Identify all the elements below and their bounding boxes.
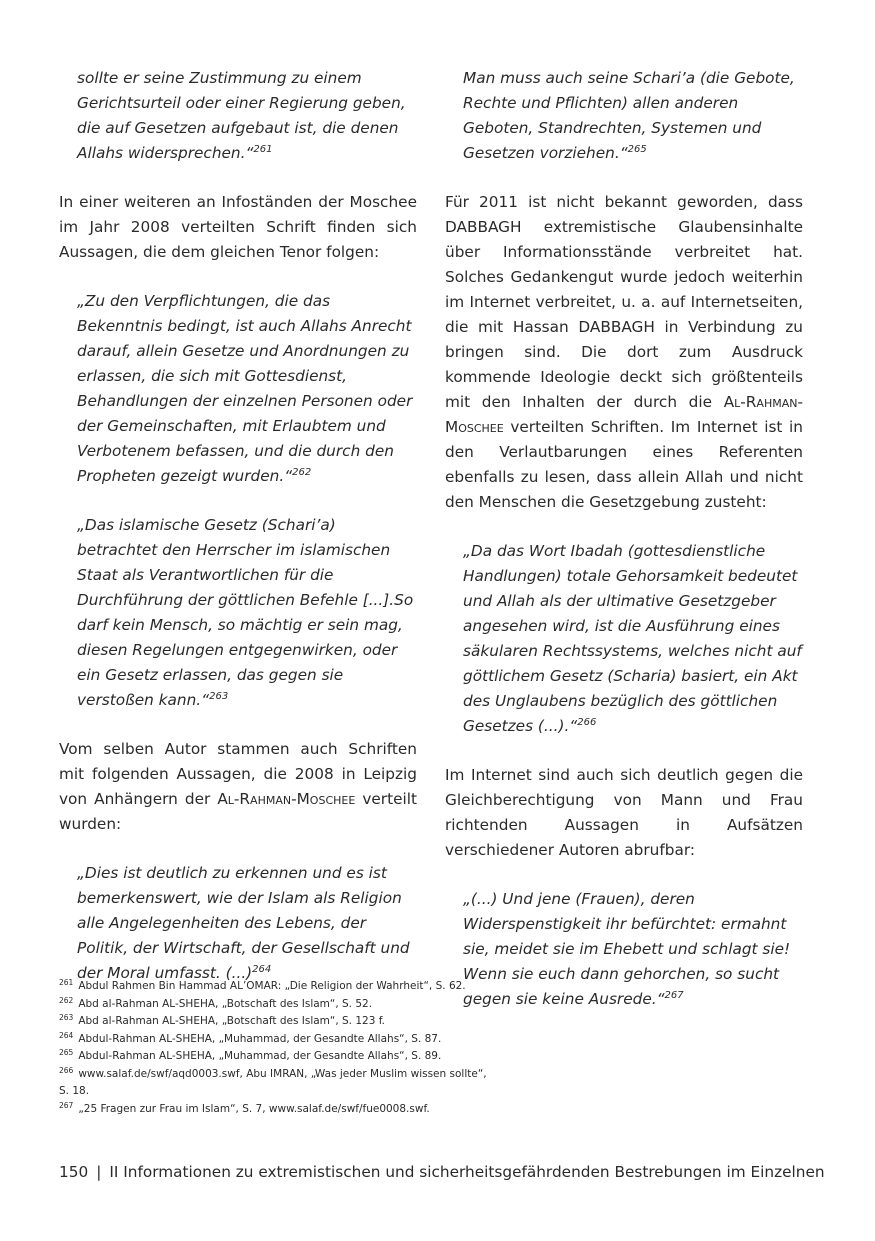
footnote-text: „25 Fragen zur Frau im Islam“, S. 7, www.salaf.de/swf/fue0008.swf. bbox=[78, 1102, 430, 1115]
quote-block bbox=[77, 861, 417, 986]
footnote bbox=[59, 1013, 499, 1031]
footnote bbox=[59, 978, 499, 996]
body-paragraph bbox=[445, 190, 803, 515]
footnote-text: Abd al-Rahman AL-SHEHA, „Botschaft des Islam“, S. 123 f. bbox=[78, 1015, 386, 1027]
quote-block bbox=[77, 66, 417, 166]
footnote-number: 264 bbox=[59, 1030, 74, 1040]
quote-text: „(...) Und jene (Frauen), deren Widerspenstigkeit ihr befürchtet: ermahnt sie, meidet sie im Ehebett und schlagt sie! Wenn sie euch dann gehorchen, so sucht gegen sie keine Ausrede.“ bbox=[463, 890, 791, 1008]
footnote-ref[interactable]: 261 bbox=[253, 144, 273, 155]
footnotes bbox=[59, 978, 499, 1118]
left-column bbox=[59, 66, 417, 986]
footnote bbox=[59, 1031, 499, 1049]
quote-text: „Zu den Verpflichtungen, die das Bekenntnis bedingt, ist auch Allahs Anrecht darauf, allein Gesetze und Anordnungen zu erlassen, die sich mit Gottesdienst, Behandlungen der einzelnen Personen oder der Gemeinschaften, mit Erlaubtem und Verbotenem befassen, und die durch den Propheten gezeigt wurden.“ bbox=[77, 292, 413, 485]
body-paragraph: In einer weiteren an Infoständen der Moschee im Jahr 2008 verteilten Schrift finden sich Aussagen, die dem gleichen Tenor folgen: bbox=[59, 193, 417, 261]
footnote-number: 263 bbox=[59, 1013, 74, 1022]
footnote-ref[interactable]: 262 bbox=[292, 467, 312, 478]
right-column bbox=[445, 66, 803, 1012]
mosque-name: Al-Rahman-Moschee bbox=[445, 393, 803, 436]
footnote bbox=[59, 1101, 499, 1119]
body-paragraph bbox=[59, 737, 417, 837]
footnote-ref[interactable]: 264 bbox=[252, 964, 272, 975]
quote-block bbox=[463, 887, 803, 1012]
footnote-number: 265 bbox=[59, 1048, 74, 1057]
quote-block bbox=[77, 513, 417, 713]
quote-text: „Da das Wort Ibadah (gottesdienstliche Handlungen) totale Gehorsamkeit bedeutet und Allah als der ultimative Gesetzgeber angesehen wird, ist die Ausführung eines säkularen Rechtssystems, welches nicht auf göttlichem Gesetz (Scharia) basiert, ein Akt des Unglaubens bezüglich des göttlichen Gesetzes (...).“ bbox=[463, 542, 802, 735]
footnote-ref[interactable]: 265 bbox=[627, 144, 647, 155]
quote-text: „Dies ist deutlich zu erkennen und es ist bemerkenswert, wie der Islam als Religion alle Angelegenheiten des Lebens, der Politik, der Wirtschaft, der Gesellschaft und der Moral umfasst. (...) bbox=[77, 864, 410, 982]
section-title: II Informationen zu extremistischen und sicherheitsgefährdenden Bestrebungen im Einzelnen bbox=[109, 1163, 825, 1181]
footnote-number: 261 bbox=[59, 978, 74, 987]
footnote-ref[interactable]: 266 bbox=[577, 717, 597, 728]
page-number: 150 bbox=[59, 1163, 89, 1181]
footnote-number: 266 bbox=[59, 1065, 74, 1075]
footnote-text: www.salaf.de/swf/aqd0003.swf, Abu IMRAN, „Was jeder Muslim wissen sollte“, S. 18. bbox=[59, 1067, 487, 1097]
paragraph-text: Vom selben Autor stammen auch Schriften mit folgenden Aussagen, die 2008 in Leipzig von Anhängern der bbox=[59, 740, 417, 808]
body-paragraph: Im Internet sind auch sich deutlich gegen die Gleichberechtigung von Mann und Frau richtenden Aussagen in Aufsätzen verschiedener Autoren abrufbar: bbox=[445, 766, 803, 859]
footnote-text: Abd al-Rahman AL-SHEHA, „Botschaft des Islam“, S. 52. bbox=[78, 997, 373, 1010]
footnote-ref[interactable]: 263 bbox=[209, 691, 229, 702]
paragraph-text: verteilten Schriften. Im Internet ist in den Verlautbarungen eines Referenten ebenfalls zu lesen, dass allein Allah und nicht den Menschen die Gesetzgebung zusteht: bbox=[445, 418, 803, 511]
quote-text: sollte er seine Zustimmung zu einem Gerichtsurteil oder einer Regierung geben, die auf Gesetzen aufgebaut ist, die denen Allahs widersprechen.“ bbox=[77, 69, 406, 162]
paragraph-text: Für 2011 ist nicht bekannt geworden, dass DABBAGH extremistische Glaubensinhalte über Informationsstände verbreitet hat. Solches Gedankengut wurde jedoch weiterhin im Internet verbreitet, u. a. auf Internetseiten, die mit Hassan DABBAGH in Verbindung zu bringen sind. Die dort zum Ausdruck kommende Ideologie deckt sich größtenteils mit den Inhalten der durch die bbox=[445, 193, 803, 411]
footnote-text: Abdul-Rahman AL-SHEHA, „Muhammad, der Gesandte Allahs“, S. 89. bbox=[78, 1050, 442, 1062]
footer-separator: | bbox=[96, 1163, 102, 1181]
footnote bbox=[59, 1066, 499, 1101]
paragraph-text: verteilt wurden: bbox=[59, 790, 417, 833]
quote-block bbox=[463, 539, 803, 739]
footnote-text: Abdul Rahmen Bin Hammad AL’OMAR: „Die Religion der Wahrheit“, S. 62. bbox=[78, 980, 466, 992]
page-footer bbox=[59, 1160, 825, 1184]
mosque-name: Al-Rahman-Moschee bbox=[217, 790, 356, 808]
quote-block bbox=[463, 66, 803, 166]
quote-block bbox=[77, 289, 417, 489]
quote-text: Man muss auch seine Schari’a (die Gebote, Rechte und Pflichten) allen anderen Geboten, Standrechten, Systemen und Gesetzen vorziehen.“ bbox=[463, 69, 795, 162]
footnote-ref[interactable]: 267 bbox=[664, 990, 684, 1001]
footnote bbox=[59, 1048, 499, 1066]
footnote-number: 262 bbox=[59, 995, 74, 1005]
quote-text: „Das islamische Gesetz (Schari’a) betrachtet den Herrscher im islamischen Staat als Verantwortlichen für die Durchführung der göttlichen Befehle [...].So darf kein Mensch, so mächtig er sein mag, diesen Regelungen entgegenwirken, oder ein Gesetz erlassen, das gegen sie verstoßen kann.“ bbox=[77, 516, 414, 709]
footnote-text: Abdul-Rahman AL-SHEHA, „Muhammad, der Gesandte Allahs“, S. 87. bbox=[78, 1032, 442, 1045]
footnote bbox=[59, 996, 499, 1014]
footnote-number: 267 bbox=[59, 1100, 74, 1110]
